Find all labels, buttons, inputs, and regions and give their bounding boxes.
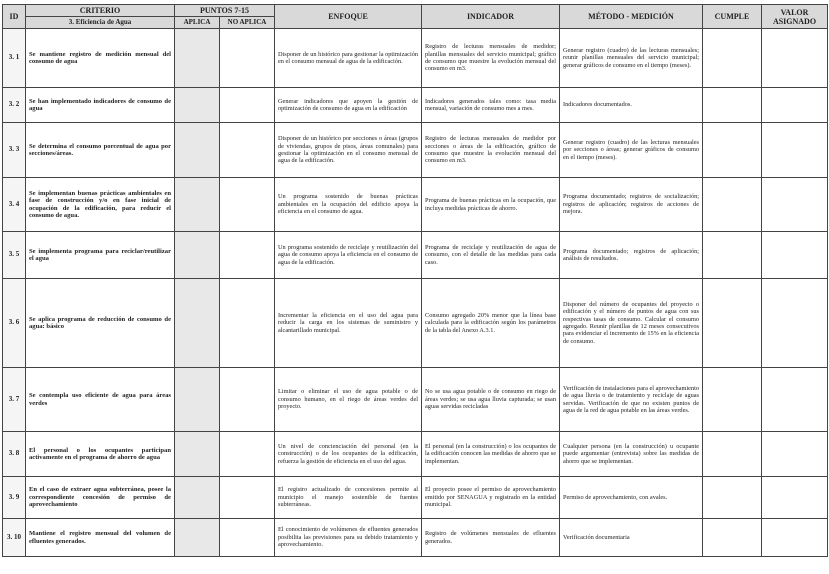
row-criterio: En el caso de extraer agua subterránea, posee la correspondiente concesión de permiso de aprovechamiento: [26, 477, 175, 519]
aplica-cell[interactable]: [175, 368, 220, 432]
row-metodo: Disponer del número de ocupantes del proyecto o edificación y el número de puntos de agua con sus respectivas tasas de consumo. Calcular el consumo agregado. Reunir planillas de 12 meses consecutivos para evidenciar el incremento de 15% en la eficiencia de consumo.: [560, 279, 703, 368]
table-row: [3, 232, 828, 279]
row-metodo: Verificación documentaria: [560, 519, 703, 557]
table-row: [3, 519, 828, 557]
row-indicador: Registro de lecturas mensuales de medidor; planillas mensuales del servicio municipal; gráfico de consumo que muestre la evolución mensual del consumo en m3.: [422, 29, 560, 88]
row-criterio: Se implementa programa para reciclar/reutilizar el agua: [26, 232, 175, 279]
cumple-cell[interactable]: [703, 88, 762, 123]
row-indicador: No se usa agua potable o de consumo en riego de áreas verdes; se usa agua lluvia capturada; se usan aguas servidas recicladas: [422, 368, 560, 432]
aplica-cell[interactable]: [175, 232, 220, 279]
row-criterio: Se determina el consumo porcentual de agua por secciones/áreas.: [26, 123, 175, 178]
table-row: [3, 178, 828, 232]
row-indicador: Registro de lecturas mensuales de medidor por secciones o áreas de la edificación, gráfico de consumo que muestre la evolución mensual del consumo en m3.: [422, 123, 560, 178]
row-indicador: El personal (en la construcción) o los ocupantes de la edificación conocen las medidas de ahorro que se implementan.: [422, 432, 560, 477]
row-metodo: Permiso de aprovechamiento, con avales.: [560, 477, 703, 519]
valor-cell[interactable]: [762, 178, 828, 232]
table-row: [3, 432, 828, 477]
aplica-cell[interactable]: [175, 29, 220, 88]
aplica-cell[interactable]: [175, 88, 220, 123]
row-id: 3. 4: [3, 178, 26, 232]
header-puntos: PUNTOS 7-15: [175, 5, 275, 17]
valor-cell[interactable]: [762, 477, 828, 519]
cumple-cell[interactable]: [703, 279, 762, 368]
header-section: 3. Eficiencia de Agua: [26, 17, 175, 29]
row-metodo: Generar registro (cuadro) de las lecturas mensuales; reunir planillas mensuales del servicio municipal; generar gráficos de consumo en el tiempo (meses).: [560, 29, 703, 88]
row-metodo: Verificación de instalaciones para el aprovechamiento de agua lluvia o de tratamiento y reciclaje de aguas servidas. Verificación de que no existen puntos de agua de la red de agua potable en las áreas verdes.: [560, 368, 703, 432]
header-id: ID: [3, 5, 26, 29]
aplica-cell[interactable]: [175, 279, 220, 368]
row-id: 3. 5: [3, 232, 26, 279]
aplica-cell[interactable]: [175, 477, 220, 519]
table-row: [3, 368, 828, 432]
valor-cell[interactable]: [762, 123, 828, 178]
cumple-cell[interactable]: [703, 477, 762, 519]
row-criterio: Mantiene el registro mensual del volumen de efluentes generados.: [26, 519, 175, 557]
valor-cell[interactable]: [762, 432, 828, 477]
no-aplica-cell[interactable]: [220, 88, 275, 123]
no-aplica-cell[interactable]: [220, 279, 275, 368]
row-indicador: Programa de buenas prácticas en la ocupación, que incluya medidas prácticas de ahorro.: [422, 178, 560, 232]
table-row: [3, 88, 828, 123]
valor-cell[interactable]: [762, 279, 828, 368]
row-metodo: Cualquier persona (en la construcción) u ocupante puede argumentar (entrevista) sobre las medidas de ahorro que se implementan.: [560, 432, 703, 477]
row-id: 3. 7: [3, 368, 26, 432]
cumple-cell[interactable]: [703, 123, 762, 178]
valor-cell[interactable]: [762, 519, 828, 557]
valor-cell[interactable]: [762, 232, 828, 279]
valor-cell[interactable]: [762, 88, 828, 123]
row-indicador: Indicadores generados tales como: tasa media mensual, variación de consumo mes a mes.: [422, 88, 560, 123]
header-no-aplica: NO APLICA: [220, 17, 275, 29]
aplica-cell[interactable]: [175, 519, 220, 557]
valor-cell[interactable]: [762, 29, 828, 88]
no-aplica-cell[interactable]: [220, 178, 275, 232]
row-enfoque: Generar indicadores que apoyen la gestión de optimización de consumo de agua en la edificación: [275, 88, 422, 123]
row-id: 3. 1: [3, 29, 26, 88]
header-metodo: MÉTODO - MEDICIÓN: [560, 5, 703, 29]
row-indicador: Registro de volúmenes mensuales de efluentes generados.: [422, 519, 560, 557]
header-criterio: CRITERIO: [26, 5, 175, 17]
row-indicador: El proyecto posee el permiso de aprovechamiento emitido por SENAGUA y registrado en la entidad municipal.: [422, 477, 560, 519]
row-indicador: Programa de reciclaje y reutilización de agua de consumo, con el detalle de las medidas para cada caso.: [422, 232, 560, 279]
valor-cell[interactable]: [762, 368, 828, 432]
header-enfoque: ENFOQUE: [275, 5, 422, 29]
row-enfoque: Un nivel de concienciación del personal (en la construcción) o de los ocupantes de la edificación, refuerza la gestión de eficiencia en el uso del agua.: [275, 432, 422, 477]
cumple-cell[interactable]: [703, 368, 762, 432]
row-criterio: Se han implementado indicadores de consumo de agua: [26, 88, 175, 123]
row-metodo: Indicadores documentados.: [560, 88, 703, 123]
table-row: [3, 29, 828, 88]
row-id: 3. 6: [3, 279, 26, 368]
no-aplica-cell[interactable]: [220, 29, 275, 88]
row-enfoque: Incrementar la eficiencia en el uso del agua para reducir la carga en los sistemas de suministro y alcantarillado municipal.: [275, 279, 422, 368]
row-id: 3. 10: [3, 519, 26, 557]
no-aplica-cell[interactable]: [220, 477, 275, 519]
row-id: 3. 9: [3, 477, 26, 519]
cumple-cell[interactable]: [703, 232, 762, 279]
header-cumple: CUMPLE: [703, 5, 762, 29]
cumple-cell[interactable]: [703, 519, 762, 557]
row-enfoque: El conocimiento de volúmenes de efluentes generados posibilita las previsiones para su debido tratamiento y aprovechamiento.: [275, 519, 422, 557]
cumple-cell[interactable]: [703, 432, 762, 477]
no-aplica-cell[interactable]: [220, 519, 275, 557]
row-id: 3. 2: [3, 88, 26, 123]
criteria-table: [2, 4, 828, 557]
table-row: [3, 279, 828, 368]
no-aplica-cell[interactable]: [220, 368, 275, 432]
aplica-cell[interactable]: [175, 432, 220, 477]
no-aplica-cell[interactable]: [220, 432, 275, 477]
table-row: [3, 123, 828, 178]
row-enfoque: Un programa sostenido de buenas prácticas ambientales en la ocupación del edificio apoya la eficiencia en el consumo de agua.: [275, 178, 422, 232]
cumple-cell[interactable]: [703, 178, 762, 232]
row-enfoque: Disponer de un histórico para gestionar la optimización en el consumo mensual de agua de la edificación.: [275, 29, 422, 88]
row-enfoque: Disponer de un histórico por secciones o áreas (grupos de viviendas, grupos de pisos, áreas comunales) para gestionar la optimización en el consumo mensual de agua de la edificación.: [275, 123, 422, 178]
row-enfoque: Limitar o eliminar el uso de agua potable o de consumo humano, en el riego de áreas verdes del proyecto.: [275, 368, 422, 432]
row-criterio: Se mantiene registro de medición mensual del consumo de agua: [26, 29, 175, 88]
row-criterio: Se aplica programa de reducción de consumo de agua: básico: [26, 279, 175, 368]
row-indicador: Consumo agregado 20% menor que la línea base calculada para la edificación según los parámetros de la tabla del Anexo A.3.1.: [422, 279, 560, 368]
row-criterio: Se contempla uso eficiente de agua para áreas verdes: [26, 368, 175, 432]
row-metodo: Generar registro (cuadro) de las lecturas mensuales por secciones o áreas; generar gráficos de consumo en el tiempo (meses).: [560, 123, 703, 178]
row-enfoque: Un programa sostenido de reciclaje y reutilización del agua de consumo apoya la eficiencia en el consumo de agua de la edificación.: [275, 232, 422, 279]
aplica-cell[interactable]: [175, 123, 220, 178]
row-id: 3. 8: [3, 432, 26, 477]
row-metodo: Programa documentado; registros de socialización; registros de aplicación; registros de acciones de mejora.: [560, 178, 703, 232]
header-indicador: INDICADOR: [422, 5, 560, 29]
header-aplica: APLICA: [175, 17, 220, 29]
aplica-cell[interactable]: [175, 178, 220, 232]
no-aplica-cell[interactable]: [220, 123, 275, 178]
header-valor: VALOR ASIGNADO: [762, 5, 828, 29]
no-aplica-cell[interactable]: [220, 232, 275, 279]
table-row: [3, 477, 828, 519]
row-id: 3. 3: [3, 123, 26, 178]
row-enfoque: El registro actualizado de concesiones permite al municipio el manejo sostenible de fuentes subterráneas.: [275, 477, 422, 519]
cumple-cell[interactable]: [703, 29, 762, 88]
row-criterio: El personal o los ocupantes participan activamente en el programa de ahorro de agua: [26, 432, 175, 477]
row-metodo: Programa documentado; registros de aplicación; análisis de resultados.: [560, 232, 703, 279]
row-criterio: Se implementan buenas prácticas ambientales en fase de construcción y/o en fase inicial de ocupación de la edificación, para reducir el consumo de agua.: [26, 178, 175, 232]
